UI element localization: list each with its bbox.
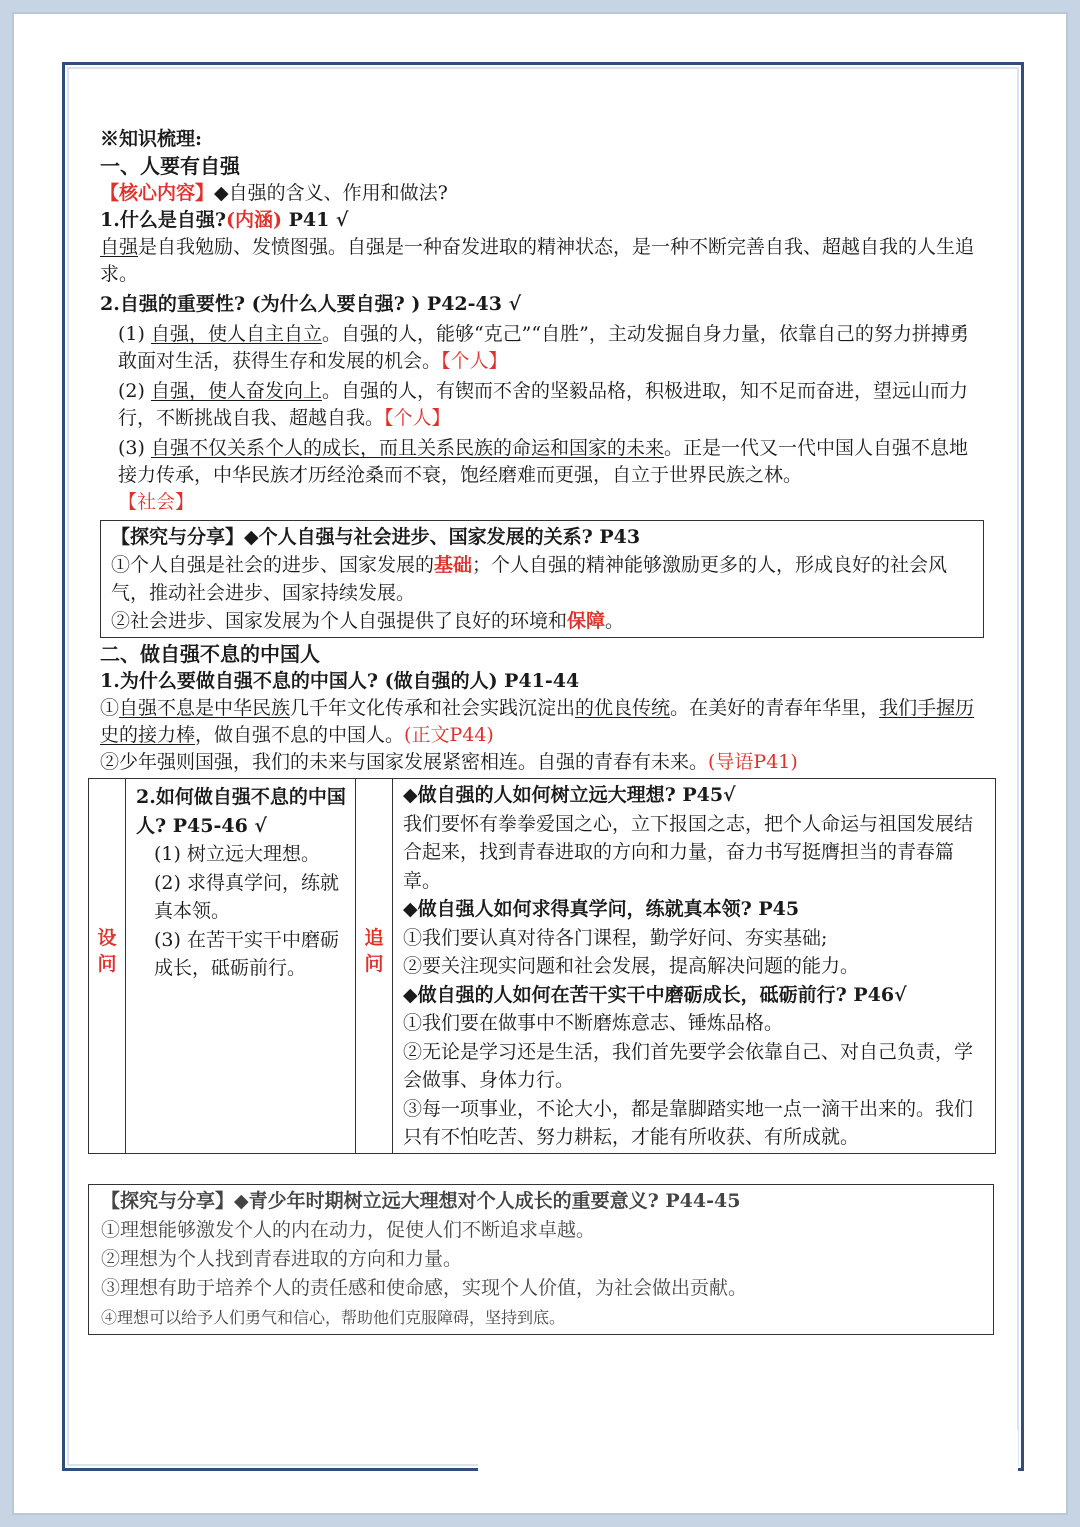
- point-text: 。自强的人，能够“克己”“自胜”，主动发掘自身力量，依靠自己的努力拼搏勇敢面对生活，获得生存和发展的机会。: [118, 323, 969, 372]
- importance-point-2: [100, 378, 984, 432]
- source-tag: (导语P41): [708, 751, 798, 773]
- section-2-answer-1: [100, 695, 984, 749]
- question-2: 2.自强的重要性? (为什么人要自强? ) P42-43 √: [100, 293, 522, 315]
- box1-title: 【探究与分享】◆个人自强与社会进步、国家发展的关系? P43: [111, 526, 641, 548]
- text: ，做自强不息的中国人。: [195, 724, 405, 746]
- box2-title: 【探究与分享】◆青少年时期树立远大理想对个人成长的重要意义? P44-45: [101, 1190, 741, 1212]
- keyword-guarantee: 保障: [567, 610, 606, 632]
- follow-up-1-text: 我们要怀有拳拳爱国之心，立下报国之志，把个人命运与祖国发展结合起来，找到青春进取的方向和力量，奋力书写挺膺担当的青春篇章。: [403, 812, 974, 892]
- importance-point-3: [100, 435, 984, 489]
- section-1-title: 一、人要有自强: [100, 154, 240, 178]
- follow-up-1-title: ◆做自强的人如何树立远大理想? P45√: [403, 784, 736, 806]
- q1-tag: (内涵): [225, 209, 282, 231]
- core-text: ◆自强的含义、作用和做法?: [214, 182, 448, 204]
- follow-up-2-a: ①我们要认真对待各门课程，勤学好问、夯实基础;: [403, 926, 828, 949]
- keyword-foundation: 基础: [434, 554, 473, 576]
- definition-term: 自强: [100, 236, 139, 258]
- importance-point-1: [100, 321, 984, 375]
- text: 。: [605, 610, 625, 632]
- bottom-blank-bar: [478, 1430, 1018, 1474]
- box2-line-1: ①理想能够激发个人的内在动力，促使人们不断追求卓越。: [101, 1219, 596, 1241]
- document-body: [97, 126, 984, 1335]
- left-label-cell: [89, 779, 126, 1153]
- question-1: [100, 207, 984, 234]
- underlined-text: 自强不息是中华民族: [119, 697, 291, 719]
- text: 。在美好的青春年华里，: [670, 697, 880, 719]
- underlined-text: 的优良传统: [575, 697, 671, 719]
- answer-item-1: (1) 树立远大理想。: [154, 843, 320, 865]
- explore-share-box-2: [88, 1184, 994, 1335]
- point-number: (1): [118, 323, 151, 345]
- text: ①个人自强是社会的进步、国家发展的: [111, 554, 435, 576]
- answer-item-3: (3) 在苦干实干中磨砺成长，砥砺前行。: [154, 928, 339, 979]
- heading: ※知识梳理:: [100, 128, 203, 150]
- box1-line-2: [111, 607, 973, 635]
- underlined-text: 我们手握历史的接力棒: [100, 697, 975, 746]
- core-content-line: [100, 180, 984, 207]
- follow-up-3-a: ①我们要在做事中不断磨炼意志、锤炼品格。: [403, 1012, 784, 1034]
- left-label: 设问: [97, 927, 117, 975]
- point-key: 自强，使人奋发向上: [150, 380, 322, 402]
- point-text: 。正是一代又一代中国人自强不息地接力传承，中华民族才历经沧桑而不衰，饱经磨难而更强，自立于世界民族之林。: [118, 437, 968, 486]
- box1-line-1: [111, 551, 973, 607]
- section-2-question-1: 1.为什么要做自强不息的中国人? (做自强的人) P41-44: [100, 670, 580, 692]
- right-label-cell: [356, 779, 393, 1153]
- point-key: 自强不仅关系个人的成长，而且关系民族的命运和国家的未来: [150, 437, 664, 459]
- source-tag: (正文P44): [404, 724, 494, 746]
- section-2-title: 二、做自强不息的中国人: [100, 642, 320, 666]
- point-key: 自强，使人自主自立: [150, 323, 322, 345]
- point-tag: 【社会】: [118, 491, 195, 513]
- q1-prefix: 1.什么是自强?: [100, 209, 226, 231]
- follow-up-cell: [393, 779, 995, 1153]
- text: 几千年文化传承和社会实践沉淀出: [290, 697, 576, 719]
- point-3-tag-line: [100, 489, 984, 516]
- box2-line-4: ④理想可以给予人们勇气和信心，帮助他们克服障碍，坚持到底。: [101, 1308, 566, 1327]
- core-tag: 【核心内容】: [100, 182, 215, 204]
- section-2-answer-2: [100, 749, 984, 776]
- follow-up-3-title: ◆做自强的人如何在苦干实干中磨砺成长，砥砺前行? P46√: [403, 983, 907, 1006]
- point-text: 。自强的人，有锲而不舍的坚毅品格，积极进取，知不足而奋进，望远山而力行，不断挑战自我、超越自我。: [118, 380, 968, 429]
- explore-share-box-1: [100, 520, 984, 638]
- follow-up-3-c: ③每一项事业，不论大小，都是靠脚踏实地一点一滴干出来的。我们只有不怕吃苦、努力耕耘，才能有所收获、有所成就。: [403, 1097, 974, 1148]
- text: ②社会进步、国家发展为个人自强提供了良好的环境和: [111, 610, 568, 632]
- text: ②少年强则国强，我们的未来与国家发展紧密相连。自强的青春有未来。: [100, 751, 709, 773]
- box2-line-3: ③理想有助于培养个人的责任感和使命感，实现个人价值，为社会做出贡献。: [101, 1277, 748, 1299]
- point-number: (3): [118, 437, 151, 459]
- point-number: (2): [118, 380, 151, 402]
- box2-line-2: ②理想为个人找到青春进取的方向和力量。: [101, 1248, 463, 1270]
- point-tag: 【个人】: [384, 407, 451, 429]
- main-question-cell: [126, 779, 356, 1153]
- definition: [100, 234, 984, 288]
- q1-suffix: P41 √: [281, 209, 349, 231]
- main-question: 2.如何做自强不息的中国人? P45-46 √: [136, 786, 346, 837]
- follow-up-3-b: ②无论是学习还是生活，我们首先要学会依靠自己、对自己负责，学会做事、身体力行。: [403, 1040, 974, 1091]
- definition-text: 是自我勉励、发愤图强。自强是一种奋发进取的精神状态，是一种不断完善自我、超越自我的人生追求。: [100, 236, 975, 285]
- point-tag: 【个人】: [441, 350, 508, 372]
- right-label: 追问: [364, 927, 384, 975]
- follow-up-2-title: ◆做自强人如何求得真学问，练就真本领? P45: [403, 898, 800, 920]
- question-grid: [88, 778, 996, 1154]
- text: ①: [100, 697, 120, 719]
- text: ；个人自强的精神能够激励更多的人，形成良好的社会风气，推动社会进步、国家持续发展。: [111, 554, 948, 604]
- follow-up-2-b: ②要关注现实问题和社会发展，提高解决问题的能力。: [403, 955, 860, 977]
- answer-item-2: (2) 求得真学问，练就真本领。: [154, 871, 339, 922]
